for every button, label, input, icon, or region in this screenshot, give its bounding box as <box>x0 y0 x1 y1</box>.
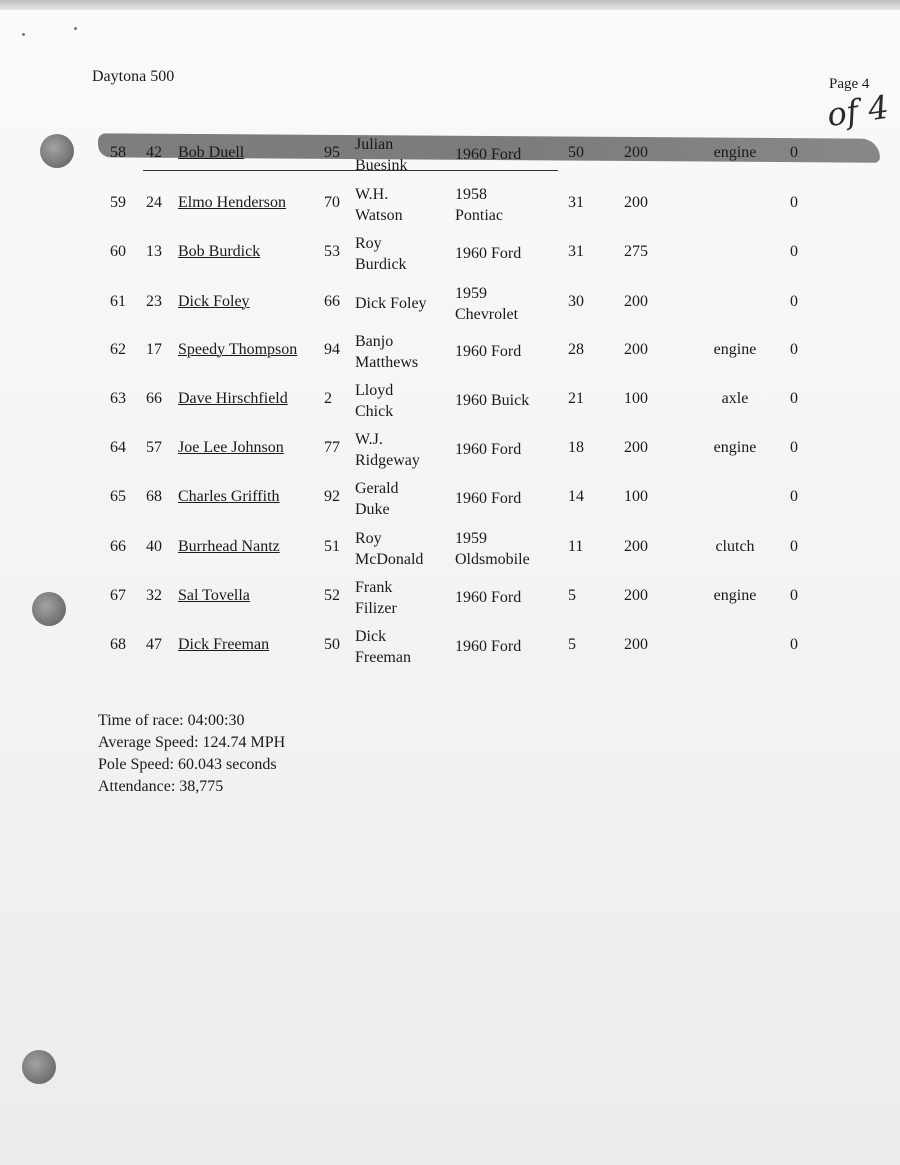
driver-name: Burrhead Nantz <box>178 538 280 555</box>
retirement-reason: engine <box>713 587 757 604</box>
finish-position: 67 <box>110 587 126 604</box>
laps-completed: 28 <box>568 341 584 358</box>
finish-position: 61 <box>110 293 126 310</box>
entry-number: 92 <box>324 488 340 505</box>
car-owner-line-1: Roy <box>355 235 382 252</box>
car-make-line-1: 1960 Buick <box>455 392 530 409</box>
document-title: Daytona 500 <box>92 68 175 85</box>
scan-top-edge <box>0 0 900 10</box>
laps-completed: 11 <box>568 538 584 555</box>
car-owner-line-1: Frank <box>355 579 393 596</box>
prize-money: 275 <box>624 243 648 260</box>
car-make-line-1: 1960 Ford <box>455 245 522 262</box>
finish-position: 58 <box>110 144 126 161</box>
retirement-reason: engine <box>713 144 757 161</box>
binder-hole-bottom <box>22 1050 56 1084</box>
entry-number: 94 <box>324 341 340 358</box>
average-speed: Average Speed: 124.74 MPH <box>98 734 286 751</box>
laps-completed: 14 <box>568 488 584 505</box>
prize-money: 200 <box>624 587 648 604</box>
laps-completed: 50 <box>568 144 584 161</box>
points: 0 <box>790 390 798 407</box>
driver-name: Dave Hirschfield <box>178 390 288 407</box>
car-owner-line-1: Julian <box>355 136 394 153</box>
points: 0 <box>790 439 798 456</box>
car-number: 66 <box>146 390 162 407</box>
car-number: 24 <box>146 194 162 211</box>
car-owner-line-1: W.J. <box>355 431 383 448</box>
points: 0 <box>790 538 798 555</box>
car-make <box>455 390 529 411</box>
retirement-reason: axle <box>721 390 749 407</box>
entry-number: 66 <box>324 293 340 310</box>
car-make <box>455 587 521 608</box>
driver-name: Dick Foley <box>178 293 250 310</box>
driver-name: Dick Freeman <box>178 636 270 653</box>
laps-completed: 31 <box>568 243 584 260</box>
car-owner <box>355 429 420 471</box>
car-owner-line-2: Freeman <box>355 649 411 666</box>
car-owner-line-2: Burdick <box>355 256 407 273</box>
finish-position: 68 <box>110 636 126 653</box>
attendance: Attendance: 38,775 <box>98 778 224 795</box>
car-make <box>455 144 521 165</box>
car-owner <box>355 293 427 314</box>
prize-money: 100 <box>624 488 648 505</box>
driver-name: Joe Lee Johnson <box>178 439 284 456</box>
car-owner <box>355 528 423 570</box>
car-make-line-1: 1960 Ford <box>455 146 522 163</box>
entry-number: 51 <box>324 538 340 555</box>
finish-position: 60 <box>110 243 126 260</box>
car-number: 40 <box>146 538 162 555</box>
table-row <box>0 376 900 424</box>
handwritten-page-total: of 4 <box>824 87 891 135</box>
car-number: 47 <box>146 636 162 653</box>
car-number: 17 <box>146 341 162 358</box>
car-make <box>455 528 530 570</box>
car-make <box>455 184 503 226</box>
car-owner <box>355 134 407 176</box>
points: 0 <box>790 243 798 260</box>
points: 0 <box>790 194 798 211</box>
laps-completed: 30 <box>568 293 584 310</box>
car-owner-line-1: Dick Foley <box>355 295 427 312</box>
prize-money: 100 <box>624 390 648 407</box>
points: 0 <box>790 488 798 505</box>
points: 0 <box>790 587 798 604</box>
entry-number: 70 <box>324 194 340 211</box>
points: 0 <box>790 636 798 653</box>
laps-completed: 21 <box>568 390 584 407</box>
entry-number: 2 <box>324 390 332 407</box>
car-make-line-1: 1958 <box>455 186 487 203</box>
car-make-line-2: Oldsmobile <box>455 551 530 568</box>
car-make <box>455 243 521 264</box>
car-make <box>455 636 521 657</box>
prize-money: 200 <box>624 293 648 310</box>
car-make <box>455 283 518 325</box>
car-make-line-1: 1960 Ford <box>455 343 522 360</box>
table-row <box>0 279 900 327</box>
car-make <box>455 341 521 362</box>
finish-position: 64 <box>110 439 126 456</box>
entry-number: 50 <box>324 636 340 653</box>
car-owner-line-2: McDonald <box>355 551 424 568</box>
driver-name: Speedy Thompson <box>178 341 298 358</box>
laps-completed: 18 <box>568 439 584 456</box>
table-row <box>0 180 900 228</box>
car-number: 32 <box>146 587 162 604</box>
car-make <box>455 439 521 460</box>
car-owner <box>355 626 411 668</box>
car-number: 23 <box>146 293 162 310</box>
car-number: 42 <box>146 144 162 161</box>
car-owner <box>355 478 399 520</box>
retirement-reason: engine <box>713 439 757 456</box>
prize-money: 200 <box>624 341 648 358</box>
time-of-race: Time of race: 04:00:30 <box>98 712 245 729</box>
race-summary <box>98 710 285 798</box>
car-make-line-1: 1959 <box>455 530 487 547</box>
entry-number: 77 <box>324 439 340 456</box>
car-owner-line-2: Duke <box>355 501 390 518</box>
scan-speck <box>74 27 77 30</box>
entry-number: 53 <box>324 243 340 260</box>
table-row <box>0 524 900 572</box>
car-owner <box>355 380 393 422</box>
table-row <box>0 474 900 522</box>
entry-number: 95 <box>324 144 340 161</box>
car-owner-line-1: W.H. <box>355 186 389 203</box>
driver-name: Bob Burdick <box>178 243 261 260</box>
prize-money: 200 <box>624 538 648 555</box>
prize-money: 200 <box>624 636 648 653</box>
page-number: Page 4 <box>829 76 870 92</box>
driver-name: Sal Tovella <box>178 587 250 604</box>
car-owner-line-2: Buesink <box>355 157 408 174</box>
points: 0 <box>790 144 798 161</box>
car-owner-line-1: Roy <box>355 530 382 547</box>
car-owner-line-2: Chick <box>355 403 394 420</box>
finish-position: 65 <box>110 488 126 505</box>
table-row <box>0 327 900 375</box>
car-owner-line-2: Filizer <box>355 600 397 617</box>
car-make-line-1: 1960 Ford <box>455 490 522 507</box>
car-owner <box>355 331 418 373</box>
retirement-reason: clutch <box>715 538 755 555</box>
table-row <box>0 130 900 178</box>
car-make-line-1: 1959 <box>455 285 487 302</box>
car-number: 57 <box>146 439 162 456</box>
finish-position: 66 <box>110 538 126 555</box>
entry-number: 52 <box>324 587 340 604</box>
laps-completed: 5 <box>568 636 576 653</box>
finish-position: 63 <box>110 390 126 407</box>
car-make-line-2: Pontiac <box>455 207 503 224</box>
car-number: 13 <box>146 243 162 260</box>
prize-money: 200 <box>624 144 648 161</box>
car-owner-line-1: Banjo <box>355 333 394 350</box>
car-number: 68 <box>146 488 162 505</box>
car-owner-line-2: Watson <box>355 207 403 224</box>
car-make-line-1: 1960 Ford <box>455 441 522 458</box>
car-owner-line-1: Gerald <box>355 480 399 497</box>
finish-position: 59 <box>110 194 126 211</box>
retirement-reason: engine <box>713 341 757 358</box>
table-row <box>0 573 900 621</box>
car-owner <box>355 233 407 275</box>
table-row <box>0 425 900 473</box>
table-row <box>0 229 900 277</box>
prize-money: 200 <box>624 439 648 456</box>
car-make-line-2: Chevrolet <box>455 306 519 323</box>
points: 0 <box>790 293 798 310</box>
table-row <box>0 622 900 670</box>
car-make <box>455 488 521 509</box>
car-owner-line-2: Ridgeway <box>355 452 420 469</box>
points: 0 <box>790 341 798 358</box>
driver-name: Elmo Henderson <box>178 194 286 211</box>
scan-speck <box>22 33 25 36</box>
car-make-line-1: 1960 Ford <box>455 589 522 606</box>
laps-completed: 31 <box>568 194 584 211</box>
car-owner-line-1: Dick <box>355 628 387 645</box>
car-owner <box>355 184 403 226</box>
prize-money: 200 <box>624 194 648 211</box>
car-make-line-1: 1960 Ford <box>455 638 522 655</box>
car-owner-line-2: Matthews <box>355 354 419 371</box>
driver-name: Bob Duell <box>178 144 245 161</box>
pole-speed: Pole Speed: 60.043 seconds <box>98 756 277 773</box>
finish-position: 62 <box>110 341 126 358</box>
car-owner <box>355 577 397 619</box>
car-owner-line-1: Lloyd <box>355 382 394 399</box>
laps-completed: 5 <box>568 587 576 604</box>
driver-name: Charles Griffith <box>178 488 280 505</box>
